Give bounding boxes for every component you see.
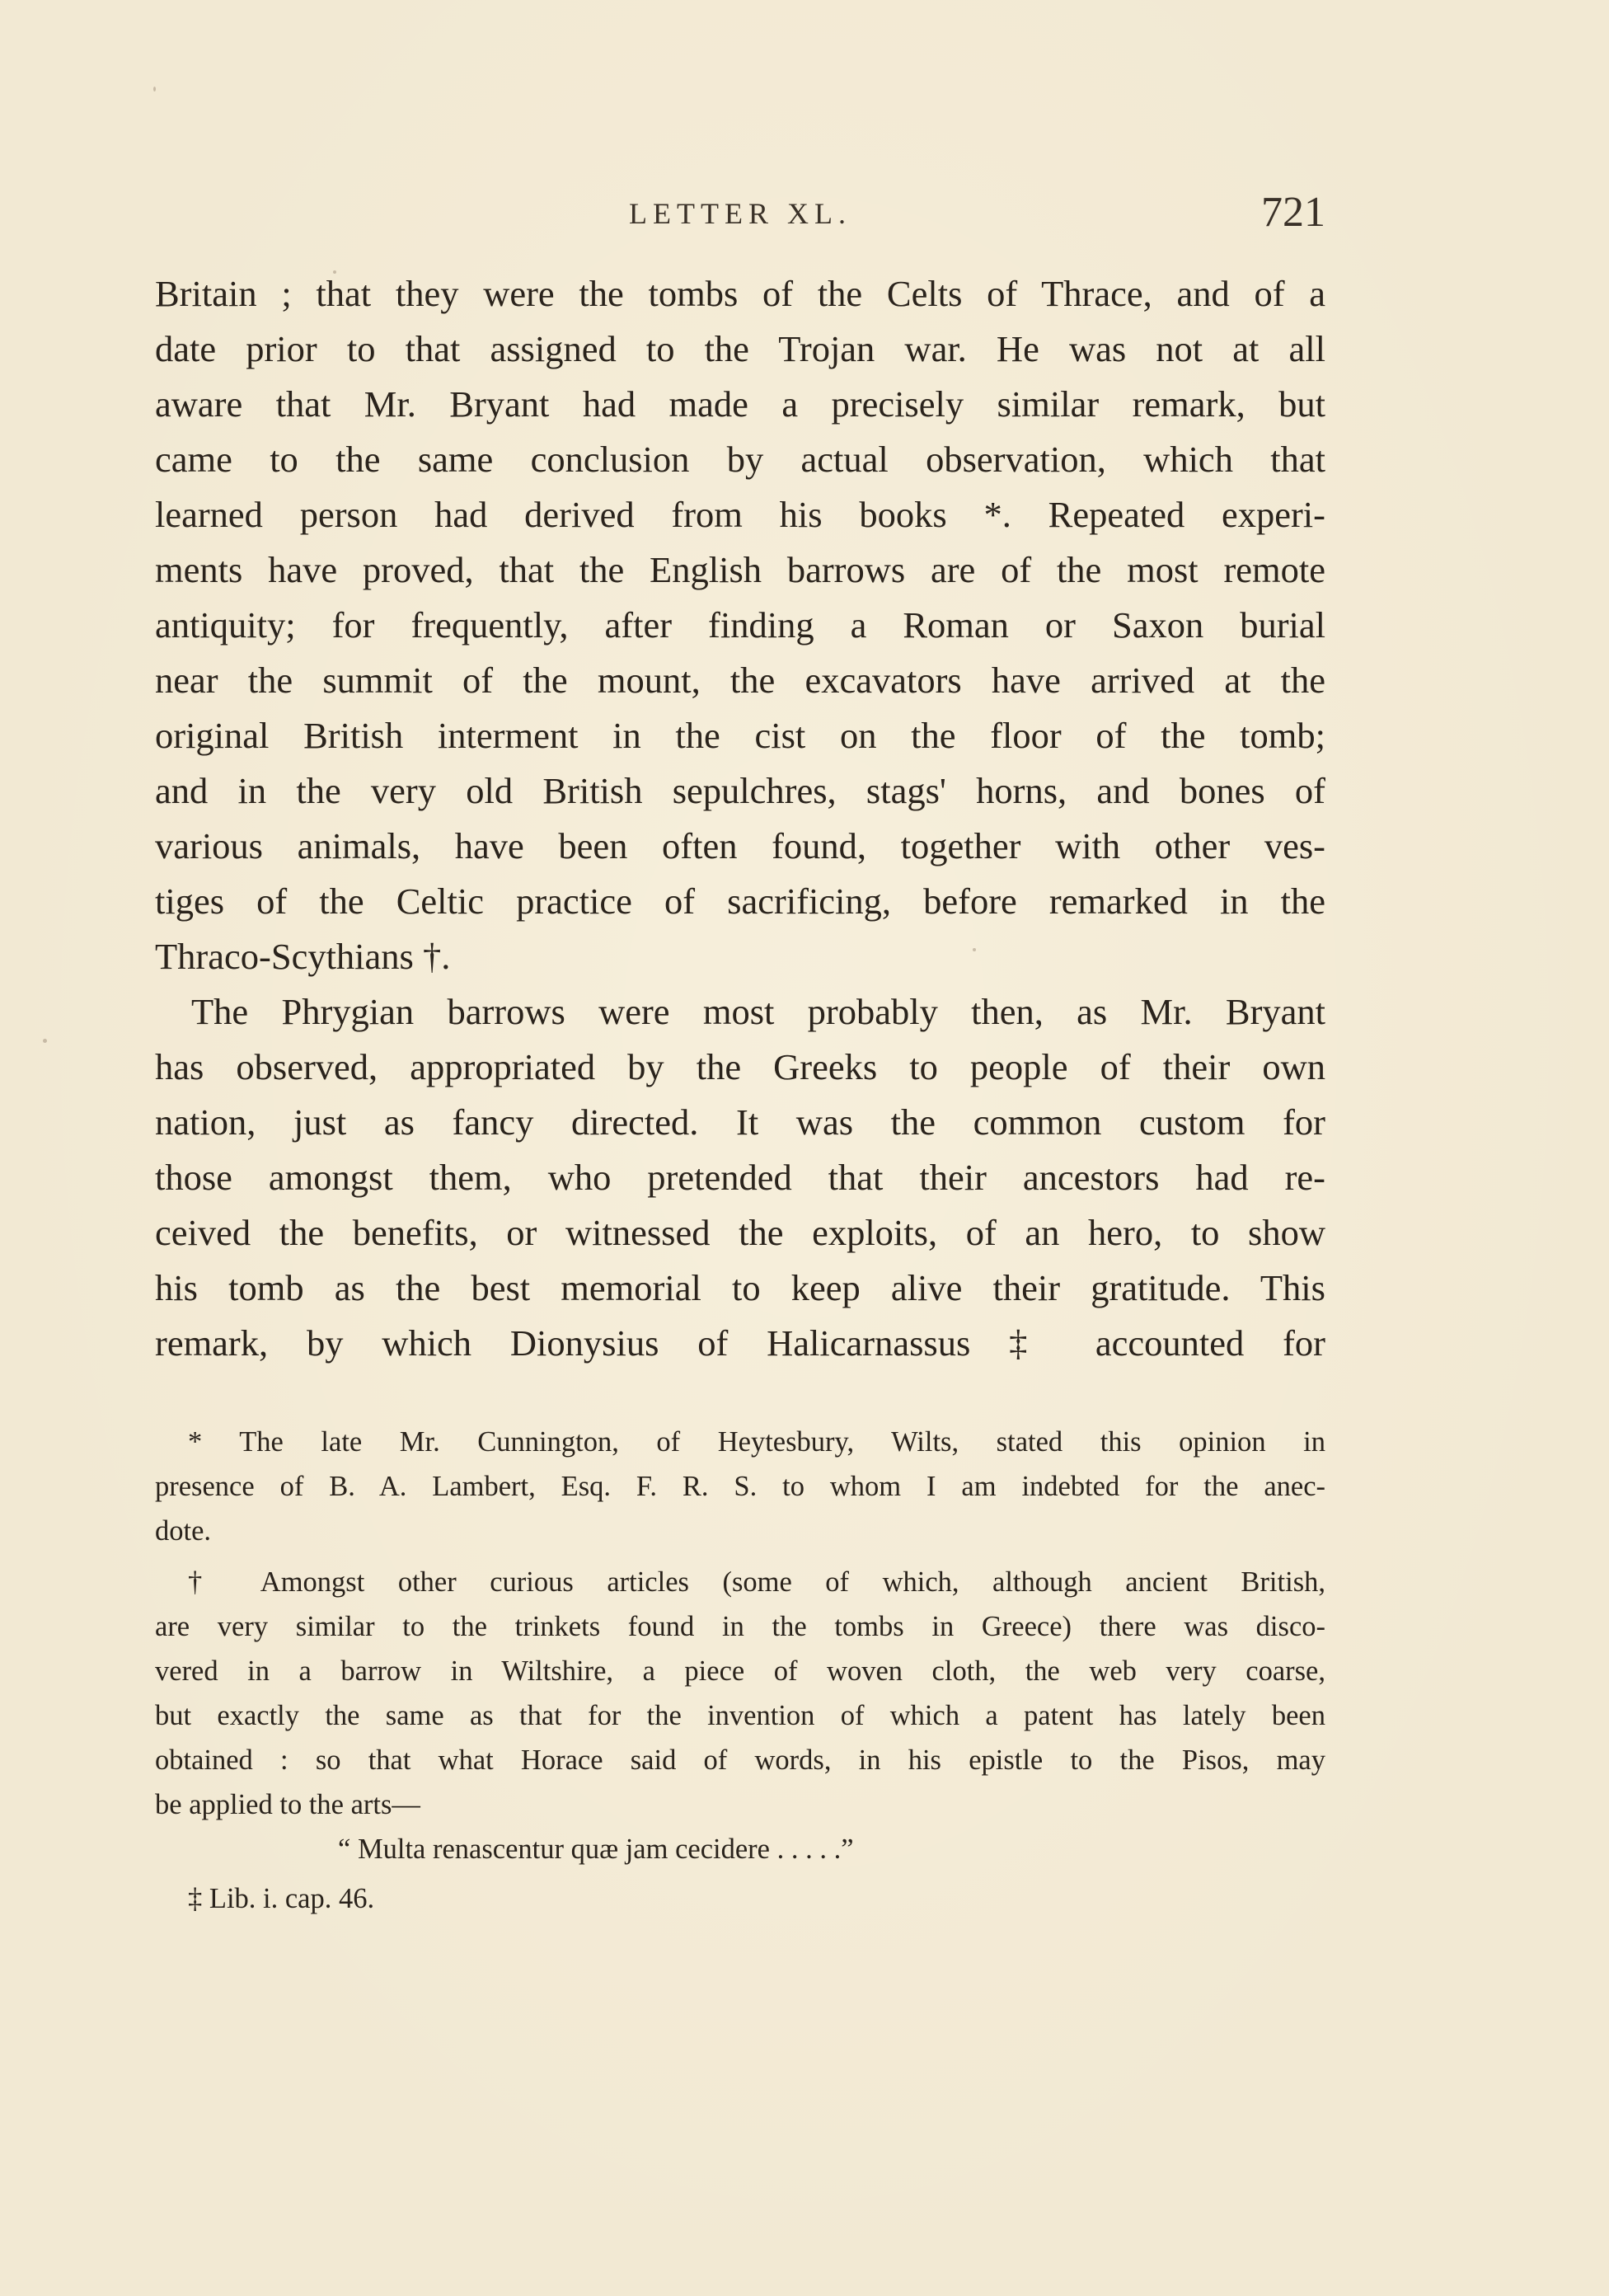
body-line: antiquity; for frequently, after finding a Roman or Saxon burial xyxy=(155,604,1325,646)
body-line: tiges of the Celtic practice of sacrificing, before remarked in the xyxy=(155,880,1325,922)
footnote-line: dote. xyxy=(155,1515,212,1547)
body-line: original British interment in the cist on the floor of the tomb; xyxy=(155,715,1325,756)
body-line: nation, just as fancy directed. It was the common custom for xyxy=(155,1101,1325,1143)
footnote-quote: “ Multa renascentur quæ jam cecidere . . . . .” xyxy=(338,1834,854,1865)
body-line: Thraco-Scythians †. xyxy=(155,936,451,977)
body-line: ments have proved, that the English barrows are of the most remote xyxy=(155,549,1325,590)
body-line: near the summit of the mount, the excavators have arrived at the xyxy=(155,660,1325,701)
footnote-line: vered in a barrow in Wiltshire, a piece of woven cloth, the web very coarse, xyxy=(155,1655,1325,1687)
page-header xyxy=(155,188,1325,246)
footnote-line: are very similar to the trinkets found in the tombs in Greece) there was disco- xyxy=(155,1611,1325,1642)
footnote-line: ‡ Lib. i. cap. 46. xyxy=(188,1883,375,1914)
paragraph-start-line: The Phrygian barrows were most probably then, as Mr. Bryant xyxy=(191,991,1325,1032)
body-line: date prior to that assigned to the Trojan war. He was not at all xyxy=(155,328,1325,369)
body-line: came to the same conclusion by actual observation, which that xyxy=(155,439,1325,480)
body-line: and in the very old British sepulchres, stags' horns, and bones of xyxy=(155,770,1325,811)
body-line: remark, by which Dionysius of Halicarnassus ‡ accounted for xyxy=(155,1322,1325,1364)
body-text xyxy=(155,266,1325,1371)
running-head: LETTER XL. xyxy=(629,197,851,230)
body-line: aware that Mr. Bryant had made a precisely similar remark, but xyxy=(155,383,1325,425)
paper-speck xyxy=(973,948,976,951)
footnote-line: * The late Mr. Cunnington, of Heytesbury, Wilts, stated this opinion in xyxy=(188,1426,1325,1458)
footnote-line: presence of B. A. Lambert, Esq. F. R. S. to whom I am indebted for the anec- xyxy=(155,1471,1325,1502)
body-line: learned person had derived from his books *. Repeated experi- xyxy=(155,494,1325,535)
body-line: Britain ; that they were the tombs of the Celts of Thrace, and of a xyxy=(155,273,1325,314)
body-line: has observed, appropriated by the Greeks to people of their own xyxy=(155,1046,1325,1087)
body-line: ceived the benefits, or witnessed the exploits, of an hero, to show xyxy=(155,1212,1325,1253)
footnote-line: but exactly the same as that for the invention of which a patent has lately been xyxy=(155,1700,1325,1731)
page-number: 721 xyxy=(1261,189,1325,236)
paper-speck xyxy=(43,1039,47,1043)
footnote-line: obtained : so that what Horace said of words, in his epistle to the Pisos, may xyxy=(155,1744,1325,1776)
paper-speck xyxy=(333,270,336,274)
body-line: those amongst them, who pretended that their ancestors had re- xyxy=(155,1157,1325,1198)
body-line: various animals, have been often found, together with other ves- xyxy=(155,825,1325,866)
footnote-line: † Amongst other curious articles (some of which, although ancient British, xyxy=(188,1566,1325,1598)
footnotes xyxy=(155,1420,1325,1921)
body-line: his tomb as the best memorial to keep alive their gratitude. This xyxy=(155,1267,1325,1308)
footnote-line: be applied to the arts— xyxy=(155,1789,420,1820)
paper-speck xyxy=(153,87,156,92)
